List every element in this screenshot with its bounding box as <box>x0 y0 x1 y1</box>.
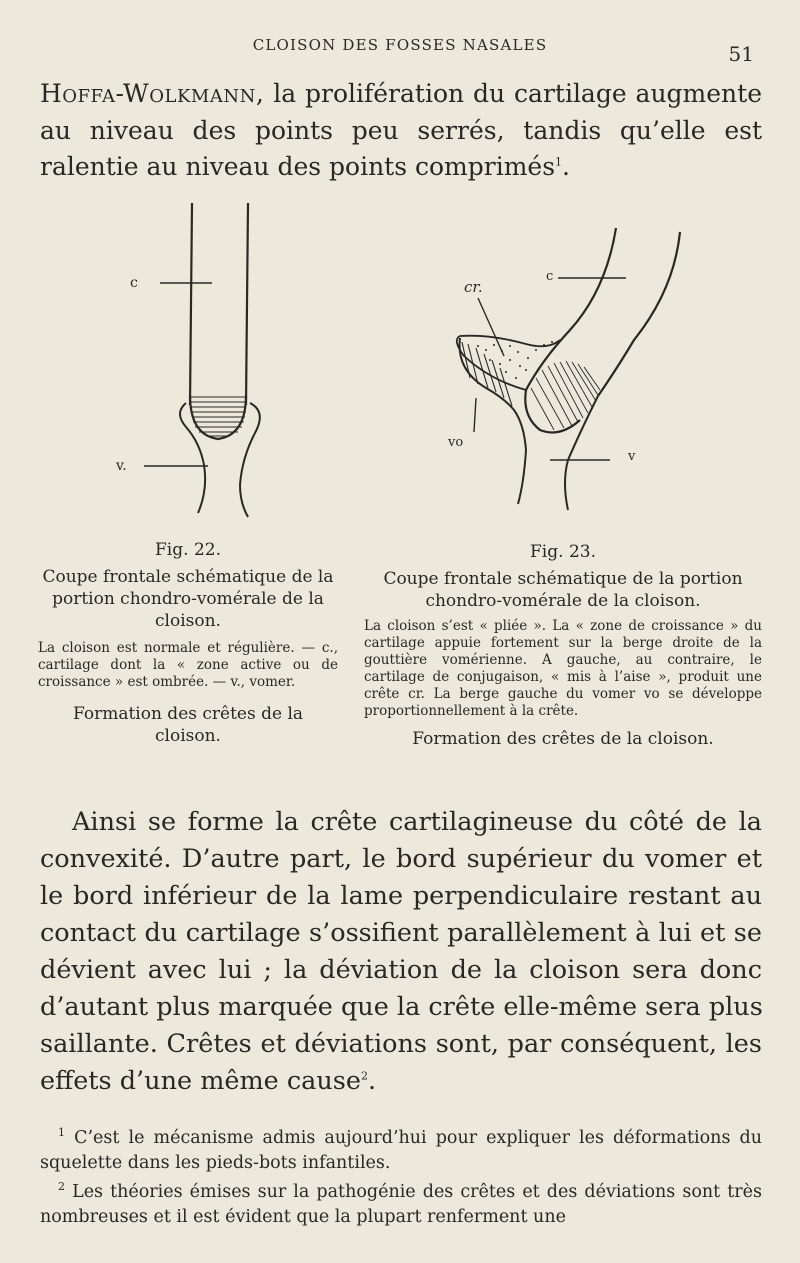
intro-paragraph <box>40 76 762 186</box>
fig22-caption-text: Coupe frontale schématique de la portion chondro-vomérale de la cloison. <box>42 567 334 631</box>
fig23-number: Fig. 23. <box>530 542 596 562</box>
intro-line-2: au niveau des points peu serrés, tandis qu’elle est <box>40 115 762 145</box>
figure-23-drawing <box>430 220 700 520</box>
body-line-3: le bord inférieur de la lame perpendiculaire restant au <box>40 881 762 911</box>
fig23-caption-text: Coupe frontale schématique de la portion chondro-vomérale de la cloison. <box>383 569 743 611</box>
body-end-punct: . <box>367 1066 377 1096</box>
fig23-label-cr: cr. <box>464 278 483 296</box>
running-title: CLOISON DES FOSSES NASALES <box>252 36 548 54</box>
fig22-conclusion: Formation des crêtes de la cloison. <box>72 704 304 746</box>
author-name: Hoffa-Wolkmann, <box>40 79 265 108</box>
intro-line-3 <box>40 149 762 186</box>
body-line-5: dévient avec lui ; la déviation de la cloison sera donc <box>40 955 762 985</box>
figure-23-caption <box>364 542 762 750</box>
body-line-4: contact du cartilage s’ossifient parallèlement à lui et se <box>40 918 762 948</box>
fig22-note: La cloison est normale et régulière. — c., cartilage dont la « zone active ou de croissance » est ombrée. — v., vomer. <box>38 640 338 690</box>
figure-22-caption <box>38 540 338 747</box>
footnote-1-text: C’est le mécanisme admis aujourd’hui pour expliquer les déformations du squelette dans les pieds-bots infantiles. <box>40 1128 762 1173</box>
footnotes <box>40 1126 762 1230</box>
body-line-1: Ainsi se forme la crête cartilagineuse du côté de la <box>72 807 762 837</box>
intro-line-3-text: ralentie au niveau des points comprimés <box>40 152 556 181</box>
fig23-note: La cloison s’est « pliée ». La « zone de croissance » du cartilage appuie fortement sur la berge droite de la gouttière vomérienne. A gauche, au contraire, le cartilage de conjugaison, « mis à l’aise », produit une crête cr. La berge gauche du vomer vo se développe proportionnellement à la crête. <box>364 618 762 719</box>
footnote-2 <box>40 1180 762 1230</box>
intro-line-1-text: la prolifération du cartilage augmente <box>273 79 763 108</box>
footnote-ref-2: 2 <box>360 1069 368 1083</box>
body-line-8 <box>40 1063 762 1100</box>
footnote-2-text: Les théories émises sur la pathogénie des crêtes et des déviations sont très nombreuses et il est évident que la plupart renferment une <box>40 1182 762 1227</box>
body-paragraph <box>40 804 762 1100</box>
intro-end-punct: . <box>562 152 570 181</box>
fig22-label-c: c <box>130 275 138 291</box>
footnote-1-mark: 1 <box>58 1126 65 1140</box>
body-line-8-text: effets d’une même cause <box>40 1066 361 1096</box>
fig22-number: Fig. 22. <box>155 540 221 560</box>
fig23-conclusion: Formation des crêtes de la cloison. <box>412 729 714 749</box>
figure-22-drawing <box>100 195 300 525</box>
fig23-label-c: c <box>546 269 554 284</box>
body-line-6: d’autant plus marquée que la crête elle-même sera plus <box>40 992 763 1022</box>
fig23-label-v: v <box>628 449 636 464</box>
footnote-1 <box>40 1126 762 1176</box>
intro-line-1 <box>40 76 762 113</box>
fig23-label-vo: vo <box>448 435 464 450</box>
footnote-ref-1: 1 <box>555 155 563 169</box>
body-line-7: saillante. Crêtes et déviations sont, par conséquent, les <box>40 1029 762 1059</box>
footnote-2-mark: 2 <box>58 1180 65 1194</box>
fig22-label-v: v. <box>116 458 127 474</box>
body-line-2: convexité. D’autre part, le bord supérieur du vomer et <box>40 844 762 874</box>
page-number: 51 <box>728 42 754 66</box>
